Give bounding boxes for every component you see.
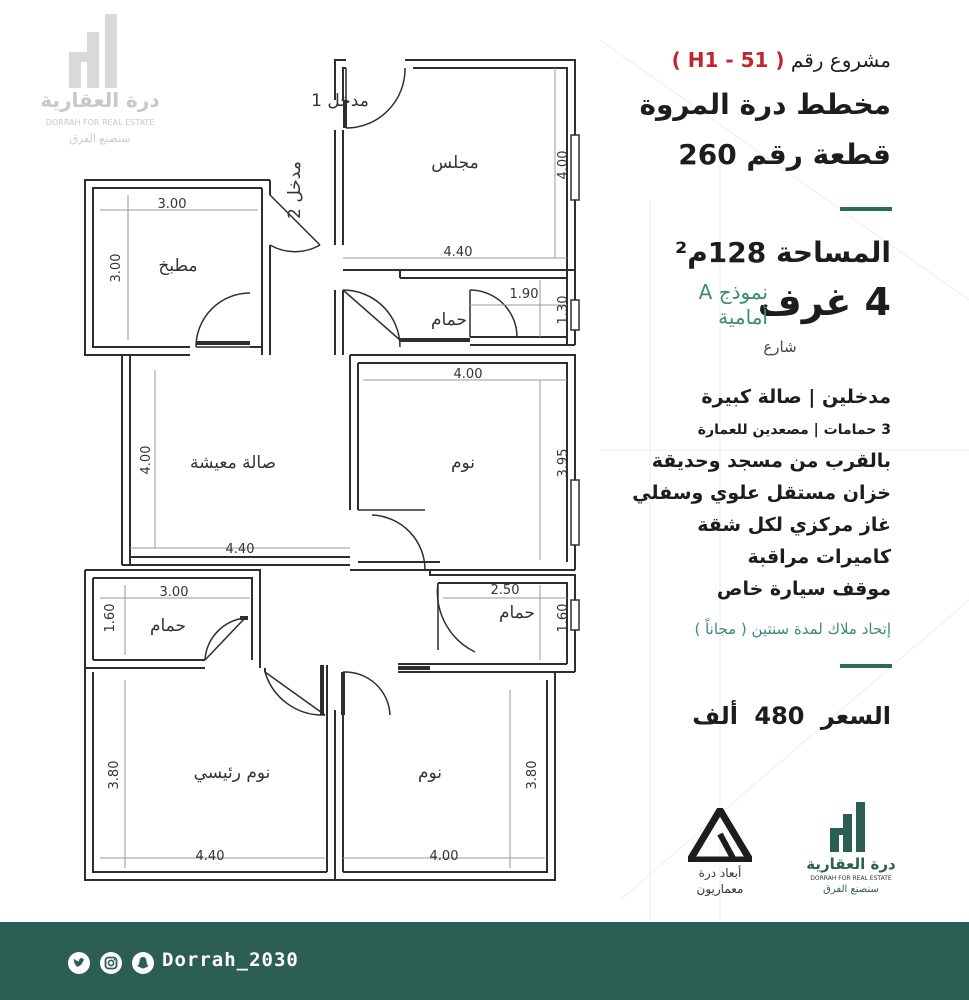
feature-1: مدخلين | صالة كبيرة (701, 386, 891, 408)
dim-master-width: 4.40 (195, 849, 225, 864)
dim-majlis-width: 4.40 (443, 245, 473, 260)
twitter-icon[interactable] (68, 952, 90, 974)
dim-kitchen-length: 3.00 (109, 253, 124, 283)
dim-majlis-length: 4.00 (556, 150, 571, 180)
dim-bath-3-length: 1.60 (556, 603, 571, 633)
brand-name-faded: درة العقارية (40, 88, 160, 112)
area-line (675, 236, 891, 269)
feature-3: بالقرب من مسجد وحديقة (651, 450, 891, 472)
brand-logo-icon-faded (65, 12, 129, 88)
project-label: مشروع رقم (790, 48, 891, 72)
price-line (692, 702, 891, 730)
plot-number: قطعة رقم 260 (678, 138, 891, 171)
brand-name-en-faded: DORRAH FOR REAL ESTATE (45, 118, 155, 127)
dim-bath-2-width: 3.00 (159, 585, 189, 600)
dim-bath-1-width: 1.90 (509, 287, 539, 302)
dim-bath-3-width: 2.50 (490, 583, 520, 598)
plan-name: مخطط درة المروة (639, 88, 891, 121)
room-label-kitchen: مطبخ (158, 256, 198, 276)
area-value: 128م² (674, 236, 767, 269)
room-label-bedroom-1: نوم (450, 453, 476, 473)
brand-tagline-faded: سنصنع الفرق (69, 132, 131, 145)
dim-living-width: 4.40 (225, 542, 255, 557)
guarantee-note: إتحاد ملاك لمدة سنتين ( مجاناً ) (694, 620, 891, 638)
dim-master-length: 3.80 (107, 760, 122, 790)
partner-name: أبعاد درة (698, 866, 742, 880)
project-line (672, 48, 891, 72)
room-count: 4 غرف (757, 280, 891, 324)
feature-2: 3 حمامات | مصعدين للعمارة (697, 422, 891, 438)
area-label: المساحة (775, 236, 891, 269)
room-label-bath-2: حمام (149, 616, 187, 636)
room-label-bath-3: حمام (498, 603, 536, 623)
room-label-bedroom-2: نوم (417, 763, 443, 783)
partner-logo-icon (688, 808, 752, 862)
dim-kitchen-width: 3.00 (157, 197, 187, 212)
instagram-icon[interactable] (100, 952, 122, 974)
feature-4: خزان مستقل علوي وسفلي (632, 482, 891, 504)
brand-name-en: DORRAH FOR REAL ESTATE (810, 875, 892, 882)
feature-7: موقف سيارة خاص (716, 578, 891, 600)
project-code: ( H1 - 51 ) (671, 48, 785, 72)
facing-label: أمامية (718, 305, 768, 329)
model-label: نموذج A (698, 280, 768, 304)
room-label-bath-1: حمام (430, 310, 468, 330)
dim-bedroom-2-length: 3.80 (525, 760, 540, 790)
price-unit: ألف (692, 702, 739, 730)
snapchat-icon[interactable] (132, 952, 154, 974)
dim-bath-2-length: 1.60 (103, 603, 118, 633)
entrance-2-label: مدخل 2 (285, 161, 305, 219)
room-label-living: صالة معيشة (189, 453, 277, 473)
divider-2 (840, 664, 892, 668)
brand-logo-icon (828, 800, 872, 852)
dim-bath-1-length: 1.30 (556, 295, 571, 325)
feature-6: كاميرات مراقبة (747, 546, 891, 568)
brand-name: درة العقارية (806, 855, 896, 873)
dim-bedroom-1-width: 4.00 (453, 367, 483, 382)
entrance-1-label: مدخل 1 (311, 91, 369, 111)
price-value: 480 (754, 702, 805, 730)
social-handle[interactable]: Dorrah_2030 (162, 949, 299, 971)
dim-living-length: 4.00 (139, 445, 154, 475)
room-label-master: نوم رئيسي (193, 763, 271, 783)
street-label: شارع (763, 338, 797, 356)
room-label-majlis: مجلس (431, 153, 479, 173)
divider-1 (840, 207, 892, 211)
feature-5: غاز مركزي لكل شقة (697, 514, 891, 536)
dim-bedroom-1-length: 3.95 (556, 448, 571, 478)
brand-tagline: سنصنع الفرق (823, 884, 879, 895)
price-label: السعر (820, 702, 891, 730)
partner-subtitle: معماريون (696, 882, 744, 896)
dim-bedroom-2-width: 4.00 (429, 849, 459, 864)
